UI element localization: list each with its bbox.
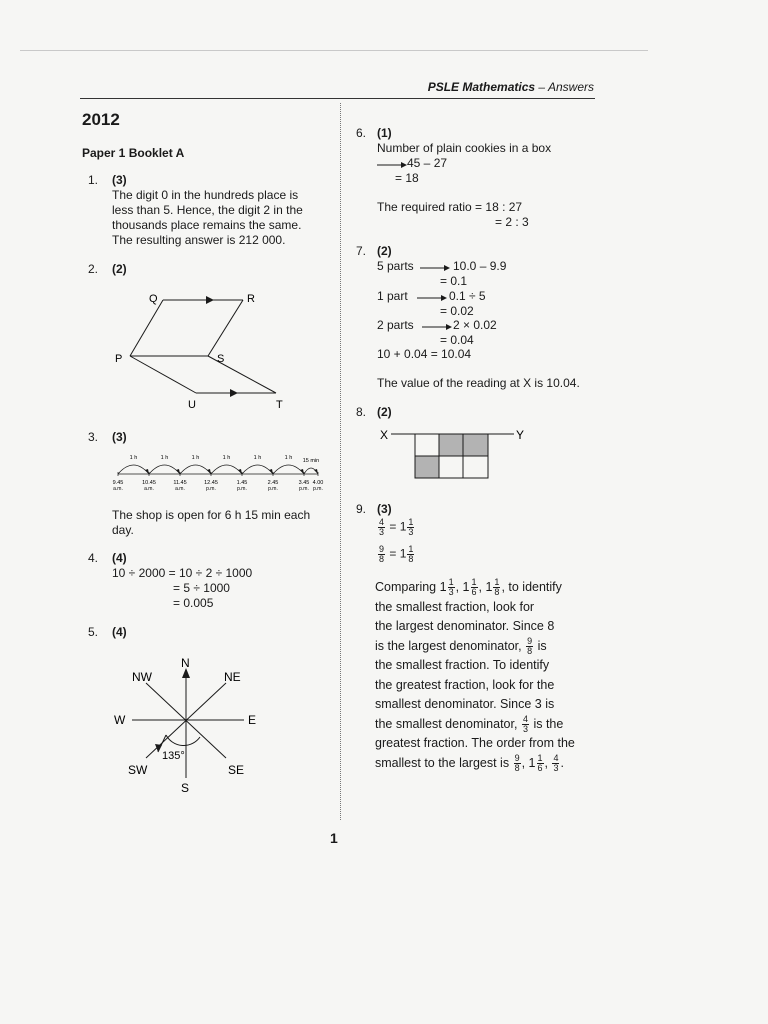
q6-line: = 2 : 3 <box>495 215 529 229</box>
q7-answer: (2) <box>377 244 392 258</box>
q2-number: 2. <box>88 262 99 276</box>
arc-label: 1 h <box>253 455 262 461</box>
q4-line: = 0.005 <box>173 596 214 610</box>
label-sw: SW <box>128 763 148 777</box>
arc-label: 15 min <box>302 458 320 464</box>
equals: = <box>389 546 397 561</box>
q3-number: 3. <box>88 430 99 444</box>
q1-line: The digit 0 in the hundreds place is <box>112 188 299 202</box>
fraction <box>407 545 414 564</box>
page-number: 1 <box>330 830 338 846</box>
q5-number: 5. <box>88 625 99 639</box>
numerator: 1 <box>494 577 500 588</box>
text: is the largest denominator, <box>375 638 522 653</box>
q4-line: 10 ÷ 2000 = 10 ÷ 2 ÷ 1000 <box>112 566 253 580</box>
label-se: SE <box>228 763 245 777</box>
text: is the <box>533 716 564 731</box>
time-label: 10.45 <box>142 480 156 486</box>
q7-line: 1 part <box>377 289 408 303</box>
q9-line: the largest denominator. Since 8 <box>375 619 555 633</box>
q6-line: 45 – 27 <box>407 156 448 170</box>
label-y: Y <box>516 428 525 442</box>
q1-line: The resulting answer is 212 000. <box>112 233 286 247</box>
q9-line: greatest fraction. The order from the <box>375 736 575 750</box>
q7-number: 7. <box>356 244 367 258</box>
label-p: P <box>115 353 123 365</box>
q7-line: 2 × 0.02 <box>453 318 497 332</box>
numerator: 1 <box>448 577 454 588</box>
q7-line: = 0.04 <box>440 333 474 347</box>
whole: 1 <box>439 580 447 594</box>
q3-line: The shop is open for 6 h 15 min each <box>112 508 311 522</box>
q9-number: 9. <box>356 502 367 516</box>
label-q: Q <box>149 293 158 305</box>
q7-line: 10 + 0.04 = 10.04 <box>377 347 472 361</box>
fraction <box>552 754 559 773</box>
numerator: 1 <box>471 577 477 588</box>
period-label: p.m. <box>299 486 309 492</box>
q7-line: 0.1 ÷ 5 <box>449 289 486 303</box>
denominator: 6 <box>471 587 477 598</box>
text: smallest to the largest is <box>375 755 510 770</box>
q9-equation-2 <box>377 545 415 564</box>
q9-line: smallest to the largest is $\frac{9}{8}$ , 1 $\frac{1}{6}$ , $\frac{4}{3}$ . <box>375 752 564 773</box>
header-title: PSLE Mathematics <box>427 80 536 94</box>
q1-answer: (3) <box>112 173 127 187</box>
q4-answer: (4) <box>112 551 127 565</box>
q8-number: 8. <box>356 405 367 419</box>
fraction <box>493 578 500 597</box>
label-e: E <box>248 713 257 727</box>
year-heading: 2012 <box>82 110 120 129</box>
q5-answer: (4) <box>112 625 127 639</box>
equals: = <box>389 519 397 534</box>
numerator: 4 <box>522 713 528 724</box>
fraction <box>378 545 385 564</box>
label-w: W <box>114 713 126 727</box>
time-label: 9.45 <box>112 480 124 486</box>
q6-line: The required ratio = 18 : 27 <box>377 200 523 214</box>
q9-line: Comparing 1 $\frac{1}{3}$ , 1 $\frac{1}{6}$ , 1 $\frac{1}{8}$ , to identify <box>375 577 562 598</box>
denominator: 3 <box>379 527 385 537</box>
q9-line <box>375 715 593 735</box>
text: Comparing <box>375 580 437 594</box>
period-label: p.m. <box>206 486 216 492</box>
booklet-heading: Paper 1 Booklet A <box>82 146 185 160</box>
denominator: 8 <box>494 587 500 598</box>
period-label: p.m. <box>268 486 278 492</box>
numerator: 9 <box>514 752 520 763</box>
label-u: U <box>188 399 196 411</box>
whole: 1 <box>485 580 493 594</box>
whole: 1 <box>462 580 470 594</box>
period-label: p.m. <box>313 486 323 492</box>
fraction <box>448 578 455 597</box>
whole: 1 <box>399 519 407 534</box>
time-label: 12.45 <box>204 480 218 486</box>
numerator: 9 <box>379 544 385 554</box>
q7-line: = 0.02 <box>440 304 474 318</box>
q3-line: day. <box>112 523 134 537</box>
label-t: T <box>276 399 283 411</box>
q9-line: the smallest fraction. To identify <box>375 658 550 672</box>
q6-line: Number of plain cookies in a box <box>377 141 552 155</box>
time-label: 11.45 <box>173 480 187 486</box>
q2-answer: (2) <box>112 262 127 276</box>
period-label: p.m. <box>237 486 247 492</box>
q9-line: the greatest fraction, look for the <box>375 677 555 692</box>
q6-number: 6. <box>356 126 367 140</box>
arc-label: 1 h <box>284 455 293 461</box>
fraction <box>526 637 533 656</box>
q9-line <box>375 637 593 657</box>
q6-answer: (1) <box>377 126 392 140</box>
whole: 1 <box>528 755 536 770</box>
numerator: 1 <box>537 752 543 763</box>
label-n: N <box>181 656 190 670</box>
label-r: R <box>247 293 255 305</box>
q9-answer: (3) <box>377 502 392 516</box>
label-s: S <box>181 781 190 795</box>
q1-number: 1. <box>88 173 99 187</box>
q4-number: 4. <box>88 551 99 565</box>
time-label: 3.45 <box>298 480 310 486</box>
q6-line: = 18 <box>395 171 419 185</box>
fraction <box>514 754 521 773</box>
text: is <box>537 638 547 653</box>
q7-line: 5 parts <box>377 259 414 273</box>
period-label: a.m. <box>144 486 154 492</box>
q7-line: 10.0 – 9.9 <box>453 259 507 273</box>
q8-answer: (2) <box>377 405 392 419</box>
label-s: S <box>217 353 225 365</box>
numerator: 1 <box>408 517 414 527</box>
fraction <box>471 578 478 597</box>
label-ne: NE <box>224 670 241 684</box>
denominator: 3 <box>553 762 559 773</box>
q4-line: = 5 ÷ 1000 <box>173 581 230 595</box>
numerator: 4 <box>553 752 559 763</box>
q1-line: less than 5. Hence, the digit 2 in the <box>112 203 303 217</box>
period-label: a.m. <box>113 486 123 492</box>
fraction <box>378 518 385 537</box>
time-label: 4.00 <box>312 480 324 486</box>
denominator: 8 <box>514 762 520 773</box>
denominator: 6 <box>537 762 543 773</box>
q9-line: the smallest fraction, look for <box>375 599 535 614</box>
fraction <box>407 518 414 537</box>
time-label: 1.45 <box>236 480 248 486</box>
denominator: 3 <box>448 587 454 598</box>
angle-label: 135° <box>162 750 185 762</box>
fraction <box>537 754 544 773</box>
denominator: 8 <box>527 645 533 656</box>
arc-label: 1 h <box>222 455 231 461</box>
arc-label: 1 h <box>191 455 200 461</box>
q7-line: 2 parts <box>377 318 414 332</box>
text: the smallest denominator, <box>375 716 518 731</box>
numerator: 4 <box>379 517 385 527</box>
q9-equation-1 <box>377 518 415 537</box>
q9-line: smallest denominator. Since 3 is <box>375 697 555 711</box>
q7-line: The value of the reading at X is 10.04. <box>377 376 580 390</box>
header-subtitle: – Answers <box>538 80 594 94</box>
label-nw: NW <box>132 670 152 684</box>
time-label: 2.45 <box>267 480 279 486</box>
denominator: 8 <box>408 554 414 564</box>
q7-line: = 0.1 <box>440 274 468 288</box>
whole: 1 <box>399 546 407 561</box>
denominator: 8 <box>379 554 385 564</box>
period-label: a.m. <box>175 486 185 492</box>
denominator: 3 <box>522 723 528 734</box>
q9-explanation <box>375 578 593 773</box>
q3-answer: (3) <box>112 430 127 444</box>
q1-line: thousands place remains the same. <box>112 218 302 232</box>
numerator: 1 <box>408 544 414 554</box>
denominator: 3 <box>408 527 414 537</box>
numerator: 9 <box>527 635 533 646</box>
arc-label: 1 h <box>129 455 138 461</box>
fraction <box>522 715 529 734</box>
text: to identify <box>508 580 562 594</box>
label-x: X <box>380 428 389 442</box>
arc-label: 1 h <box>160 455 169 461</box>
